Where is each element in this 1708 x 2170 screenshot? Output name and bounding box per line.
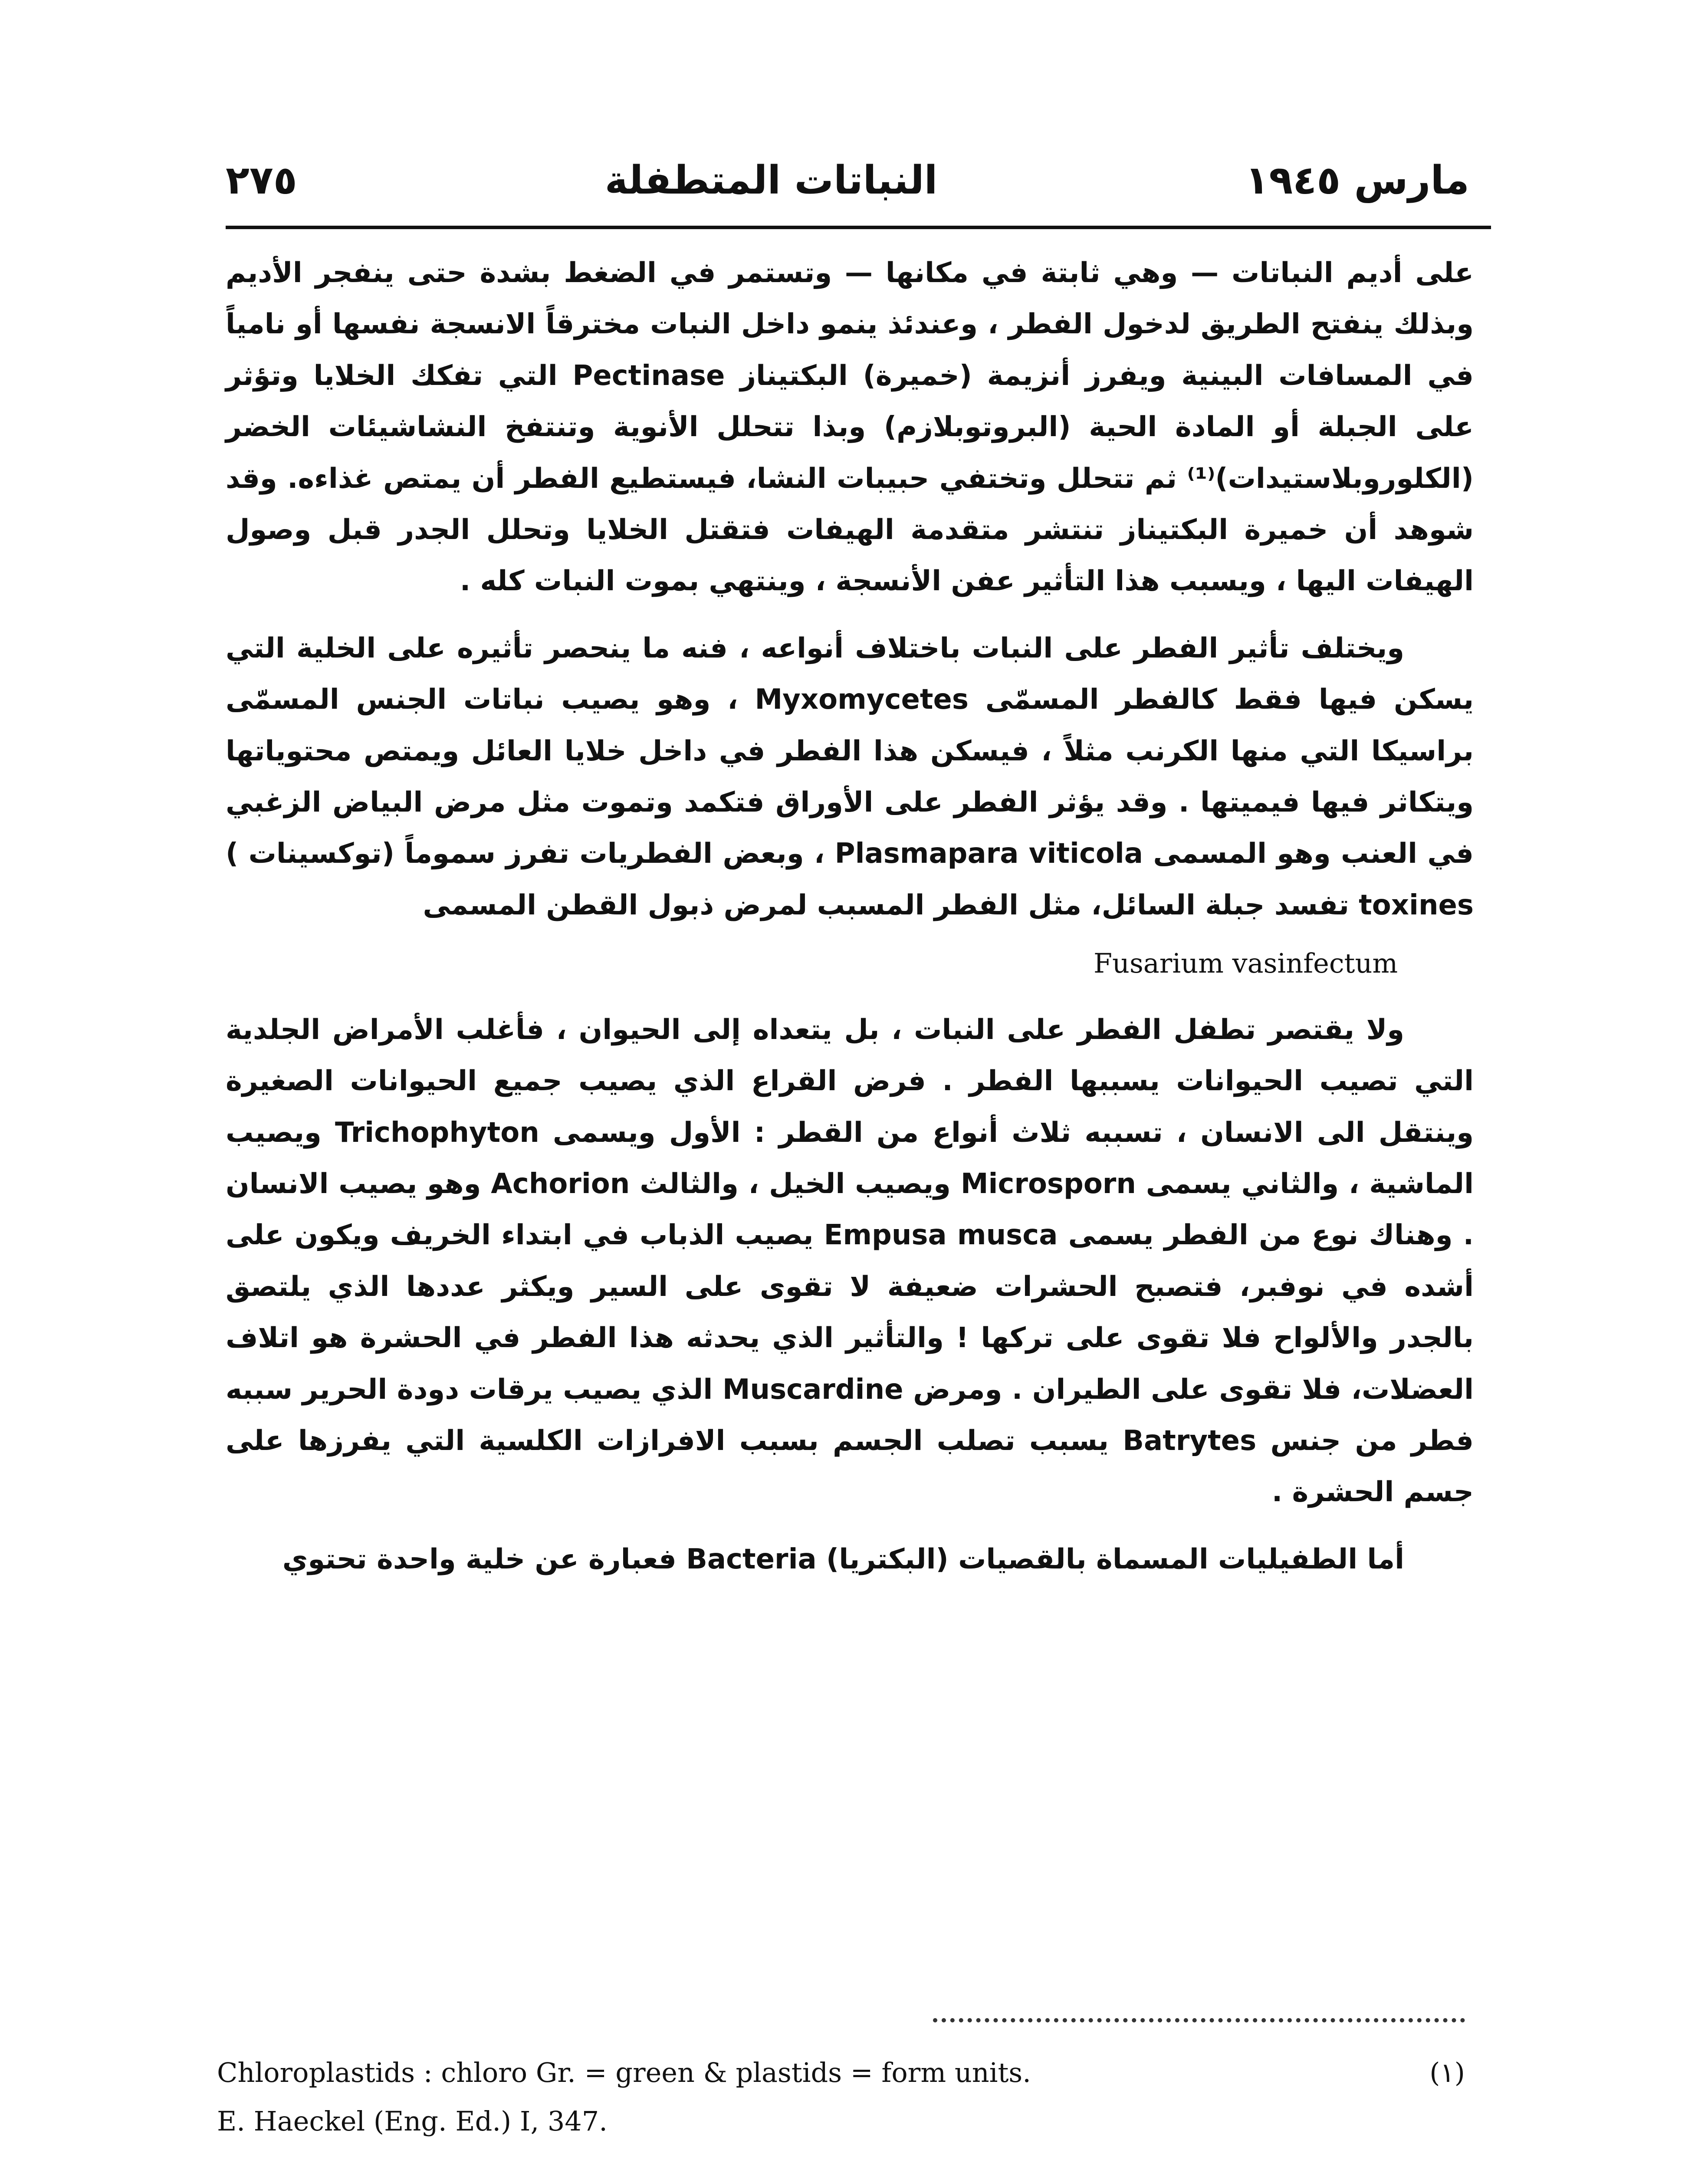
paragraph-2: ويختلف تأثير الفطر على النبات باختلاف أنواعه ، فنه ما ينحصر تأثيره على الخلية التي يسكن فيها فقط كالفطر المسمّى Myxomycetes ، وهو يصيب نباتات الجنس المسمّى براسيكا التي منها الكرنب مثلاً ، فيسكن هذا الفطر في داخل خلايا العائل ويمتص محتوياتها ويتكاثر فيها فيميتها . وقد يؤثر الفطر على الأوراق فتكمد وتموت مثل مرض البياض الزغبي في العنب وهو المسمى Plasmapara viticola ، وبعض الفطريات تفرز سموماً (توكسينات ) toxines تفسد جبلة السائل، مثل الفطر المسبب لمرض ذبول القطن المسمى — [226, 632, 1474, 921]
footnote — [217, 2048, 1465, 2145]
footnote-line-1 — [217, 2048, 1465, 2097]
header-rule — [226, 226, 1491, 229]
footnote-marker: (١) — [1429, 2057, 1465, 2088]
species-name-line: Fusarium vasinfectum — [1094, 947, 1398, 980]
footnote-line-2: E. Haeckel (Eng. Ed.) I, 347. — [217, 2105, 608, 2137]
footnote-separator — [933, 2018, 1465, 2022]
issue-date: مارس ١٩٤٥ — [1245, 157, 1469, 203]
page-number: ٢٧٥ — [226, 157, 297, 203]
footnote-text-1: Chloroplastids : chloro Gr. = green & plastids = form units. — [217, 2057, 1031, 2088]
article-body — [226, 247, 1474, 1601]
paragraph-3: ولا يقتصر تطفل الفطر على النبات ، بل يتعداه إلى الحيوان ، فأغلب الأمراض الجلدية التي تصيب الحيوانات يسببها الفطر . فرض القراع الذي يصيب جميع الحيوانات الصغيرة وينتقل الى الانسان ، تسببه ثلاث أنواع من القطر : الأول ويسمى Trichophyton ويصيب الماشية ، والثاني يسمى Microsporn ويصيب الخيل ، والثالث Achorion وهو يصيب الانسان . وهناك نوع من الفطر يسمى Empusa musca يصيب الذباب في ابتداء الخريف ويكون على أشده في نوفبر، فتصبح الحشرات ضعيفة لا تقوى على السير ويكثر عددها الذي يلتصق بالجدر والألواح فلا تقوى على تركها ! والتأثير الذي يحدثه هذا الفطر في الحشرة هو اتلاف العضلات، فلا تقوى على الطيران . ومرض Muscardine الذي يصيب يرقات دودة الحرير سببه فطر من جنس Batrytes يسبب تصلب الجسم بسبب الافرازات الكلسية التي يفرزها على جسم الحشرة . — [226, 1013, 1474, 1509]
running-title: النباتات المتطفلة — [604, 157, 938, 203]
page-header — [226, 139, 1469, 221]
paragraph-4: أما الطفيليات المسماة بالقصيات (البكتريا) Bacteria فعبارة عن خلية واحدة تحتوي — [282, 1543, 1404, 1575]
paragraph-1: على أديم النباتات — وهي ثابتة في مكانها — وتستمر في الضغط بشدة حتى ينفجر الأديم وبذلك ينفتح الطريق لدخول الفطر ، وعندئذ ينمو داخل النبات مخترقاً الانسجة نفسها أو نامياً في المسافات البينية ويفرز أنزيمة (خميرة) البكتيناز Pectinase التي تفكك الخلايا وتؤثر على الجبلة أو المادة الحية (البروتوبلازم) وبذا تتحلل الأنوية وتنتفخ النشاشيئات الخضر (الكلوروبلاستيدات)⁽¹⁾ ثم تتحلل وتختفي حبيبات النشا، فيستطيع الفطر أن يمتص غذاءه. وقد شوهد أن خميرة البكتيناز تنتشر متقدمة الهيفات فتقتل الخلايا وتحلل الجدر قبل وصول الهيفات اليها ، ويسبب هذا التأثير عفن الأنسجة ، وينتهي بموت النبات كله . — [226, 257, 1474, 598]
